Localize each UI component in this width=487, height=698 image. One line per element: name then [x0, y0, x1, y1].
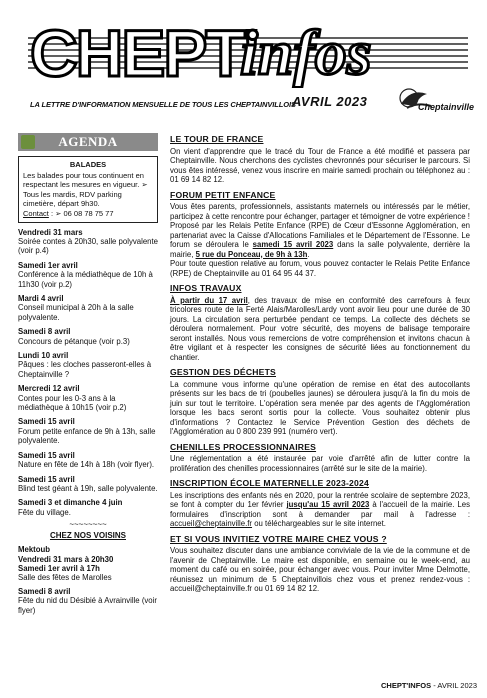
- footer: CHEPT'INFOS - AVRIL 2023: [381, 681, 477, 690]
- section-text: Les inscriptions des enfants nés en 2020, pour la rentrée scolaire de septembre 2023, se font à compter du 1er février jusqu'au 15 avril 2023 à l'accueil de la mairie. Les formulaires d'inscription sont à demander par mail à l'adresse : accueil@cheptainville.fr ou téléchargeables sur le site internet.: [170, 490, 470, 528]
- section-text: À partir du 17 avril, des travaux de mise en conformité des carrefours à feux tricolores route de la Ferté Alais/Marolles/Lardy vont avoir lieu pour une durée de 30 jours. La circulation sera perturbée pendant ce temps. La collecte des déchets se déroulera normalement. Pour votre sécurité, des moyens de balisage temporaire seront installés. Nous vous remercions de votre compréhension et invitons chacun à être vigilant et à respecter les consignes de sécurité liées au fonctionnement du chantier.: [170, 295, 470, 362]
- agenda-event: Samedi 15 avril Forum petite enfance de 9h à 13h, salle polyvalente.: [18, 417, 156, 446]
- balades-text: Les balades pour tous continuent en respectant les mesures en vigueur. ➢ Tous les mardis, RDV parking cimetière, départ 9h30.: [23, 170, 148, 209]
- tagline: LA LETTRE D'INFORMATION MENSUELLE DE TOUS LES CHEPTAINVILLOIS: [30, 100, 296, 109]
- section-travaux: [170, 284, 470, 362]
- section-title: INFOS TRAVAUX: [170, 283, 242, 293]
- section-title: INSCRIPTION ÉCOLE MATERNELLE 2023-2024: [170, 478, 369, 488]
- agenda-event: Samedi 3 et dimanche 4 juin Fête du village.: [18, 498, 123, 517]
- section-title: ET SI VOUS INVITIEZ VOTRE MAIRE CHEZ VOUS ?: [170, 533, 387, 544]
- balades-box: [18, 156, 158, 223]
- voisins-list: [18, 545, 158, 615]
- agenda-event: Samedi 15 avril Nature en fête de 14h à 18h (voir flyer).: [18, 450, 155, 470]
- agenda-event: Mardi 4 avril Conseil municipal à 20h à la salle polyvalente.: [18, 294, 134, 322]
- voisins-item: Mektoub Vendredi 31 mars à 20h30 Samedi 1er avril à 17h Salle des fêtes de Marolles: [18, 545, 114, 583]
- agenda-column: [18, 133, 158, 615]
- balades-contact: Contact : ➢ 06 08 78 75 77: [23, 208, 114, 218]
- section-text: On vient d'apprendre que le tracé du Tour de France a été modifié et passera par Cheptainville. Nous cherchons des cyclistes chevronnés pour sécuriser le parcours. Si vous êtes intéressé, venez vous inscrire en mairie samedi prochain ou téléphonez au : 01 69 14 82 12.: [170, 146, 470, 184]
- articles-column: [170, 135, 470, 600]
- section-inscription: [170, 479, 470, 529]
- logo-text: Cheptainville: [418, 102, 475, 112]
- section-text: Une réglementation a été instaurée par voie d'arrêté afin de lutter contre la prolifération des chenilles processionnaires (arrêté sur le site de la mairie).: [170, 454, 470, 473]
- agenda-header: [18, 133, 158, 151]
- section-title: CHENILLES PROCESSIONNAIRES: [170, 441, 317, 452]
- section-title: GESTION DES DÉCHETS: [170, 367, 276, 377]
- agenda-title: AGENDA: [58, 134, 118, 149]
- section-text: Vous souhaitez discuter dans une ambiance conviviale de la vie de la commune et de l'avenir de Cheptainville. Le maire est disponible, en semaine ou le week-end, au moment du café ou en soirée, pour échanger avec vous. Pour inviter Mme Delmotte, réunissez un minimum de 5 Cheptainvillois chez vous et prenez rendez-vous : accueil@cheptainville.fr ou 01 69 14 82 12.: [170, 546, 470, 593]
- agenda-event: Samedi 1er avril Conférence à la médiathèque de 10h à 11h30 (voir p.2): [18, 260, 153, 289]
- agenda-event: Vendredi 31 mars Soirée contes à 20h30, salle polyvalente (voir p.4): [18, 227, 159, 256]
- agenda-event: Lundi 10 avril Pâques : les cloches passeront-elles à Cheptainville ?: [18, 351, 152, 379]
- agenda-event: Samedi 8 avril Concours de pétanque (voir p.3): [18, 327, 130, 346]
- agenda-event: Samedi 15 avril Blind test géant à 19h, salle polyvalente.: [18, 474, 158, 493]
- section-maire: [170, 535, 470, 594]
- masthead-word-infos: infos: [240, 17, 372, 88]
- agenda-event: Mercredi 12 avril Contes pour les 0-3 ans à la médiathèque à 10h15 (voir p.2): [18, 384, 127, 413]
- section-tour: [170, 135, 470, 185]
- section-chenilles: [170, 443, 470, 474]
- section-title: LE TOUR DE FRANCE: [170, 134, 264, 144]
- masthead-graphic: [28, 8, 468, 88]
- edition-date: AVRIL 2023: [292, 94, 368, 109]
- section-text: Pour toute question relative au forum, vous pouvez contacter le Relais Petite Enfance (RPE) de Cheptainville au 01 64 95 44 37.: [170, 259, 470, 278]
- section-forum: [170, 191, 470, 279]
- masthead: [28, 8, 468, 88]
- email-link[interactable]: accueil@cheptainville.fr: [170, 519, 253, 528]
- section-text: La commune vous informe qu'une opération de remise en état des autocollants présents sur les bacs de tri (poubelles jaunes) se déroulera jusqu'à la fin du mois de juin sur tout le territoire. L'opération sera menée par des agents de l'Agglomération lorsque les bacs seront sortis pour la collecte. Vous souhaitez obtenir plus d'informations ? Contactez le Service Prévention Gestion des déchets de l'Agglomération au 0 800 239 991 (numéro vert).: [170, 379, 470, 436]
- section-title: FORUM PETIT ENFANCE: [170, 189, 276, 200]
- agenda-events: [18, 228, 158, 518]
- voisins-item: Samedi 8 avril Fête du nid du Désibié à Avrainville (voir flyer): [18, 586, 157, 615]
- balades-title: BALADES: [69, 160, 107, 169]
- masthead-word-chept: CHEPT': [30, 16, 258, 88]
- separator: ~~~~~~~~: [69, 520, 107, 530]
- section-dechets: [170, 368, 470, 437]
- section-text: Proposé par les Relais Petite Enfance (RPE) de Cœur d'Essonne Agglomération, en partenariat avec la Caisse d'Allocations Familiales et le Département de l'Essonne. Le forum se déroulera le samedi 15 avril 2023 dans la salle polyvalente, derrière la mairie, 5 rue du Ponceau, de 9h à 13h.: [170, 221, 470, 259]
- section-text: Vous êtes parents, professionnels, assistants maternels ou intéressés par le métier, participez à cette rencontre pour échanger, partager et témoigner de votre expérience !: [170, 202, 470, 221]
- voisins-title: CHEZ NOS VOISINS: [49, 531, 126, 541]
